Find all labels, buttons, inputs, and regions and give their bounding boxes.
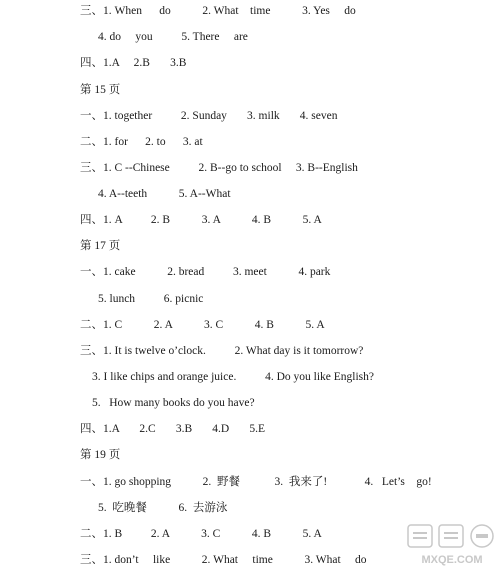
- answer-line-1: 三、1. When do 2. What time 3. Yes do: [80, 5, 356, 17]
- answer-line-6: 二、1. for 2. to 3. at: [80, 136, 203, 148]
- answer-line-5: 一、1. together 2. Sunday 3. milk 4. seven: [80, 110, 338, 122]
- answer-line-7: 三、1. C --Chinese 2. B--go to school 3. B--English: [80, 162, 358, 174]
- answer-line-19: 一、1. go shopping 2. 野餐 3. 我来了! 4. Let’s go!: [80, 476, 432, 488]
- page-heading-19: 第 19 页: [80, 449, 121, 461]
- answer-line-22: 三、1. don’t like 2. What time 3. What do: [80, 554, 367, 566]
- page-heading-17: 第 17 页: [80, 240, 121, 252]
- page-heading-15: 第 15 页: [80, 84, 121, 96]
- answer-line-17: 四、1.A 2.C 3.B 4.D 5.E: [80, 423, 265, 435]
- watermark-sub: MXQE.COM: [421, 554, 483, 566]
- answer-line-9: 四、1. A 2. B 3. A 4. B 5. A: [80, 214, 322, 226]
- answer-line-12: 5. lunch 6. picnic: [98, 293, 204, 305]
- answer-line-8: 4. A--teeth 5. A--What: [98, 188, 231, 200]
- answer-line-16: 5. How many books do you have?: [92, 397, 255, 409]
- answer-line-13: 二、1. C 2. A 3. C 4. B 5. A: [80, 319, 325, 331]
- answer-line-14: 三、1. It is twelve o’clock. 2. What day is it tomorrow?: [80, 345, 364, 357]
- watermark-logo: [406, 523, 498, 567]
- answer-line-3: 四、1.A 2.B 3.B: [80, 57, 187, 69]
- answer-line-2: 4. do you 5. There are: [98, 31, 248, 43]
- answer-line-11: 一、1. cake 2. bread 3. meet 4. park: [80, 266, 331, 278]
- answer-line-21: 二、1. B 2. A 3. C 4. B 5. A: [80, 528, 322, 540]
- answer-line-20: 5. 吃晚餐 6. 去游泳: [98, 502, 228, 514]
- answer-line-15: 3. I like chips and orange juice. 4. Do you like English?: [92, 371, 375, 383]
